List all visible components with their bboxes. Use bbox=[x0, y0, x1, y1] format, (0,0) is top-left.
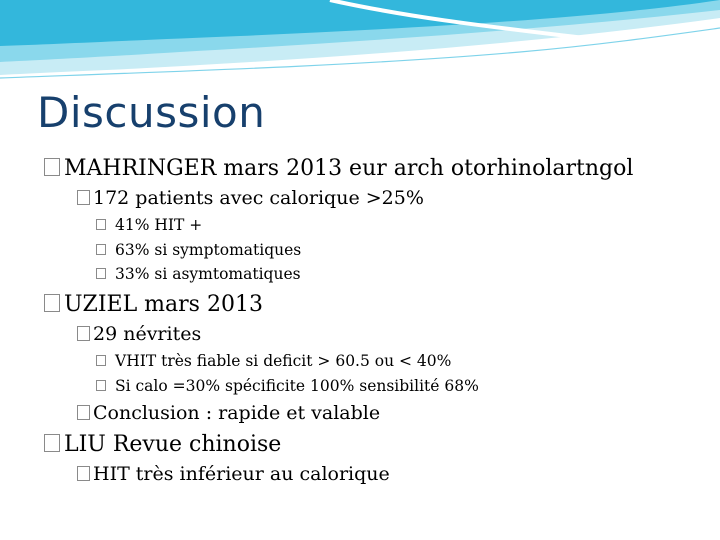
header-wave-decoration bbox=[0, 0, 720, 90]
bullet-glyph bbox=[77, 190, 90, 205]
bullet-line bbox=[77, 402, 380, 424]
bullet-text: UZIEL mars 2013 bbox=[64, 292, 263, 317]
bullet-text: 63% si symptomatiques bbox=[115, 241, 302, 259]
bullet-glyph bbox=[96, 219, 106, 230]
bullet-line bbox=[77, 323, 201, 345]
bullet-line bbox=[96, 377, 479, 395]
bullet-line bbox=[77, 463, 390, 485]
bullet-text: 172 patients avec calorique >25% bbox=[93, 187, 424, 209]
slide-title: Discussion bbox=[37, 88, 266, 137]
bullet-glyph bbox=[96, 268, 106, 279]
bullet-glyph bbox=[96, 244, 106, 255]
bullet-glyph bbox=[77, 405, 90, 420]
bullet-glyph bbox=[77, 326, 90, 341]
bullet-text: HIT très inférieur au calorique bbox=[93, 463, 390, 485]
bullet-line bbox=[96, 241, 301, 259]
bullet-text: 41% HIT + bbox=[115, 216, 203, 234]
bullet-glyph bbox=[44, 294, 60, 312]
bullet-line bbox=[44, 292, 263, 317]
bullet-text: VHIT très fiable si deficit > 60.5 ou < 40% bbox=[115, 352, 452, 370]
bullet-line bbox=[44, 156, 633, 181]
bullet-glyph bbox=[77, 466, 90, 481]
bullet-line bbox=[77, 187, 424, 209]
bullet-text: LIU Revue chinoise bbox=[64, 432, 282, 457]
bullet-line bbox=[96, 216, 202, 234]
bullet-text: 29 névrites bbox=[93, 323, 202, 345]
bullet-glyph bbox=[44, 434, 60, 452]
bullet-glyph bbox=[96, 380, 106, 391]
bullet-line bbox=[96, 265, 301, 283]
bullet-line bbox=[96, 352, 451, 370]
bullet-glyph bbox=[44, 158, 60, 176]
bullet-glyph bbox=[96, 355, 106, 366]
bullet-text: MAHRINGER mars 2013 eur arch otorhinolartngol bbox=[64, 156, 634, 181]
bullet-line bbox=[44, 432, 281, 457]
bullet-text: Conclusion : rapide et valable bbox=[93, 402, 381, 424]
bullet-text: Si calo =30% spécificite 100% sensibilité 68% bbox=[115, 377, 479, 395]
bullet-text: 33% si asymtomatiques bbox=[115, 265, 301, 283]
